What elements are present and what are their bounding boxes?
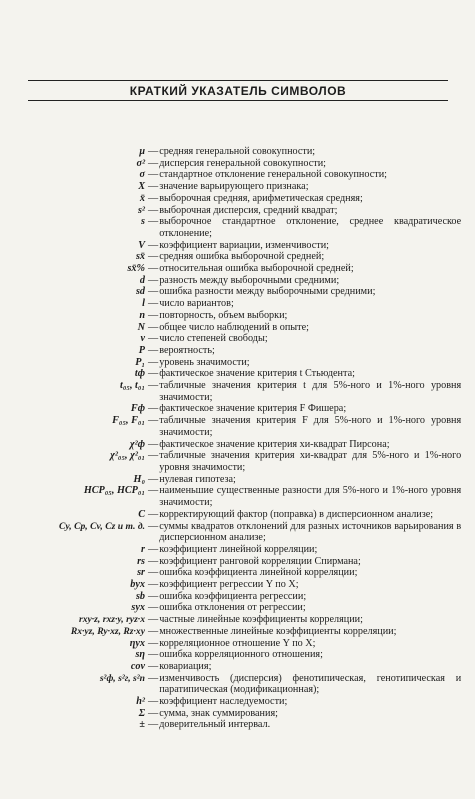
symbol-entry: [0, 275, 475, 287]
entry-definition: число степеней свободы;: [159, 333, 268, 345]
symbol-entry: [0, 579, 475, 591]
entry-symbol: ηyx: [129, 637, 145, 649]
entry-dash: —: [148, 344, 159, 356]
entry-symbol: χ²₀₅, χ²₀₁: [110, 450, 145, 462]
symbol-entry: [0, 474, 475, 486]
entry-dash: —: [148, 216, 159, 228]
entry-dash: —: [148, 590, 159, 602]
entry-definition: коэффициент вариации, изменчивости;: [159, 239, 330, 251]
symbol-index-list: [0, 146, 475, 731]
entry-dash: —: [148, 649, 159, 661]
symbol-entry: [0, 193, 475, 205]
entry-definition: изменчивость (дисперсия) фенотипическая, генотипическая и паратипическая (модификационная);: [159, 672, 462, 696]
entry-definition: нулевая гипотеза;: [159, 473, 236, 485]
symbol-entry: [0, 649, 475, 661]
entry-dash: —: [148, 508, 159, 520]
entry-dash: —: [148, 157, 159, 169]
entry-definition: множественные линейные коэффициенты корреляции;: [159, 625, 397, 637]
entry-definition: средняя генеральной совокупности;: [159, 146, 316, 157]
entry-symbol: НСР₀₅, НСР₀₁: [83, 485, 145, 497]
entry-symbol: sη: [135, 649, 145, 661]
entry-symbol: ±: [139, 719, 145, 731]
entry-dash: —: [148, 169, 159, 181]
entry-symbol: σ²: [136, 157, 145, 169]
entry-symbol: rxy·z, rxz·y, ryz·x: [79, 614, 145, 626]
entry-symbol: ν: [140, 333, 145, 345]
symbol-entry: [0, 298, 475, 310]
symbol-entry: [0, 602, 475, 614]
entry-symbol: Σ: [138, 707, 145, 719]
entry-definition: табличные значения критерия F для 5%-ного и 1%-ного уровня значимости;: [159, 415, 462, 438]
symbol-entry: [0, 345, 475, 357]
entry-definition: фактическое значение критерия F Фишера;: [159, 403, 347, 415]
entry-definition: относительная ошибка выборочной средней;: [159, 263, 354, 275]
symbol-entry: [0, 240, 475, 252]
entry-definition: вероятность;: [159, 344, 215, 356]
entry-dash: —: [148, 321, 159, 333]
entry-symbol: s²ф, s²г, s²п: [99, 672, 145, 684]
entry-symbol: x̄: [139, 192, 145, 204]
symbol-entry: [0, 146, 475, 158]
entry-dash: —: [148, 309, 159, 321]
entry-dash: —: [148, 660, 159, 672]
entry-definition: коэффициент ранговой корреляции Спирмана;: [159, 555, 361, 567]
entry-symbol: syx: [131, 602, 145, 614]
entry-definition: коэффициент линейной корреляции;: [159, 543, 318, 555]
entry-definition: повторность, объем выборки;: [159, 309, 288, 321]
symbol-entry: [0, 521, 475, 544]
symbol-entry: [0, 719, 475, 731]
symbol-entry: [0, 485, 475, 508]
entry-definition: табличные значения критерия t для 5%-ного и 1%-ного уровня значимости;: [159, 380, 462, 403]
entry-definition: сумма, знак суммирования;: [159, 707, 278, 719]
entry-dash: —: [148, 298, 159, 310]
symbol-entry: [0, 286, 475, 298]
entry-dash: —: [148, 192, 159, 204]
entry-dash: —: [148, 672, 159, 684]
symbol-entry: [0, 626, 475, 638]
entry-symbol: sx̄: [135, 251, 145, 263]
entry-definition: значение варьирующего признака;: [159, 181, 309, 193]
symbol-entry: [0, 591, 475, 603]
entry-dash: —: [148, 473, 159, 485]
entry-definition: фактическое значение критерия хи-квадрат Пирсона;: [159, 438, 390, 450]
entry-definition: наименьшие существенные разности для 5%-ного и 1%-ного уровня значимости;: [159, 485, 462, 509]
entry-definition: коэффициент наследуемости;: [159, 696, 288, 708]
symbol-entry: [0, 216, 475, 239]
entry-dash: —: [148, 543, 159, 555]
entry-symbol: N: [137, 321, 145, 333]
entry-symbol: Rx·yz, Ry·xz, Rz·xy: [70, 625, 145, 637]
entry-definition: ошибка разности между выборочными средними;: [159, 286, 376, 298]
entry-symbol: sd: [135, 286, 145, 298]
symbol-entry: [0, 169, 475, 181]
entry-symbol: χ²ф: [129, 438, 145, 450]
entry-dash: —: [148, 637, 159, 649]
entry-definition: фактическое значение критерия t Стьюдента;: [159, 368, 355, 380]
entry-dash: —: [148, 368, 159, 380]
entry-definition: выборочная дисперсия, средний квадрат;: [159, 204, 338, 216]
symbol-entry: [0, 403, 475, 415]
entry-definition: ошибка коэффициента регрессии;: [159, 590, 307, 602]
entry-symbol: P: [138, 344, 145, 356]
entry-definition: ошибка коэффициента линейной корреляции;: [159, 567, 358, 579]
entry-dash: —: [148, 707, 159, 719]
symbol-entry: [0, 696, 475, 708]
entry-dash: —: [148, 696, 159, 708]
entry-dash: —: [148, 146, 159, 157]
entry-definition: стандартное отклонение генеральной совокупности;: [159, 169, 387, 181]
entry-definition: корреляционное отношение Y по X;: [159, 637, 316, 649]
entry-symbol: H₀: [133, 473, 145, 485]
entry-dash: —: [148, 485, 159, 497]
entry-symbol: C: [138, 508, 145, 520]
entry-symbol: r: [141, 543, 145, 555]
entry-definition: разность между выборочными средними;: [159, 274, 340, 286]
symbol-entry: [0, 567, 475, 579]
entry-dash: —: [148, 274, 159, 286]
symbol-entry: [0, 661, 475, 673]
symbol-entry: [0, 509, 475, 521]
entry-dash: —: [148, 286, 159, 298]
entry-symbol: Fф: [130, 403, 145, 415]
entry-dash: —: [148, 333, 159, 345]
symbol-entry: [0, 380, 475, 403]
symbol-entry: [0, 556, 475, 568]
entry-definition: выборочное стандартное отклонение, среднее квадратическое отклонение;: [159, 216, 462, 239]
entry-symbol: X: [138, 181, 145, 193]
entry-dash: —: [148, 555, 159, 567]
entry-definition: дисперсия генеральной совокупности;: [159, 157, 326, 169]
entry-symbol: s: [141, 216, 145, 228]
symbol-entry: [0, 708, 475, 720]
symbol-entry: [0, 673, 475, 696]
entry-symbol: σ: [139, 169, 145, 181]
entry-dash: —: [148, 438, 159, 450]
page-title: КРАТКИЙ УКАЗАТЕЛЬ СИМВОЛОВ: [28, 80, 448, 101]
entry-definition: ошибка отклонения от регрессии;: [159, 602, 306, 614]
entry-definition: доверительный интервал.: [159, 719, 271, 731]
entry-definition: частные линейные коэффициенты корреляции;: [159, 614, 363, 626]
symbol-entry: [0, 638, 475, 650]
entry-definition: корректирующий фактор (поправка) в дисперсионном анализе;: [159, 508, 434, 520]
symbol-entry: [0, 357, 475, 369]
entry-definition: ковариация;: [159, 660, 212, 672]
entry-symbol: sb: [135, 590, 145, 602]
entry-dash: —: [148, 380, 159, 392]
symbol-entry: [0, 158, 475, 170]
entry-symbol: F₀₅, F₀₁: [112, 415, 145, 427]
entry-symbol: n: [139, 309, 145, 321]
symbol-entry: [0, 333, 475, 345]
entry-symbol: sr: [137, 567, 145, 579]
entry-dash: —: [148, 719, 159, 731]
entry-dash: —: [148, 263, 159, 275]
entry-symbol: V: [138, 239, 145, 251]
entry-symbol: tф: [134, 368, 145, 380]
symbol-entry: [0, 263, 475, 275]
symbol-entry: [0, 205, 475, 217]
entry-dash: —: [148, 567, 159, 579]
entry-dash: —: [148, 450, 159, 462]
entry-dash: —: [148, 251, 159, 263]
entry-symbol: Cy, Cp, Cv, Cz и т. д.: [59, 520, 145, 532]
entry-dash: —: [148, 520, 159, 532]
symbol-entry: [0, 181, 475, 193]
entry-symbol: byx: [130, 579, 145, 591]
entry-dash: —: [148, 204, 159, 216]
entry-symbol: P₁: [135, 356, 145, 368]
entry-definition: общее число наблюдений в опыте;: [159, 321, 309, 333]
entry-symbol: μ: [139, 146, 145, 157]
entry-definition: выборочная средняя, арифметическая средняя;: [159, 192, 363, 204]
entry-symbol: h²: [136, 696, 145, 708]
symbol-entry: [0, 450, 475, 473]
entry-symbol: rs: [137, 555, 145, 567]
entry-definition: коэффициент регрессии Y по X;: [159, 579, 299, 591]
entry-symbol: s²: [137, 204, 145, 216]
entry-symbol: d: [139, 274, 145, 286]
entry-definition: средняя ошибка выборочной средней;: [159, 251, 325, 263]
entry-dash: —: [148, 579, 159, 591]
entry-dash: —: [148, 403, 159, 415]
symbol-entry: [0, 368, 475, 380]
entry-symbol: sx̄%: [127, 263, 145, 275]
entry-definition: ошибка корреляционного отношения;: [159, 649, 323, 661]
symbol-entry: [0, 544, 475, 556]
entry-symbol: l: [142, 298, 145, 310]
symbol-entry: [0, 322, 475, 334]
entry-dash: —: [148, 239, 159, 251]
entry-dash: —: [148, 181, 159, 193]
entry-definition: уровень значимости;: [159, 356, 250, 368]
entry-definition: число вариантов;: [159, 298, 234, 310]
symbol-entry: [0, 310, 475, 322]
entry-dash: —: [148, 602, 159, 614]
symbol-entry: [0, 439, 475, 451]
entry-definition: суммы квадратов отклонений для разных источников варьирования в дисперсионном анализе;: [159, 520, 462, 544]
symbol-entry: [0, 251, 475, 263]
entry-dash: —: [148, 415, 159, 427]
entry-symbol: cov: [130, 660, 145, 672]
entry-dash: —: [148, 614, 159, 626]
entry-dash: —: [148, 625, 159, 637]
symbol-entry: [0, 614, 475, 626]
entry-definition: табличные значения критерия хи-квадрат для 5%-ного и 1%-ного уровня значимости;: [159, 450, 462, 473]
entry-dash: —: [148, 356, 159, 368]
entry-symbol: t₀₅, t₀₁: [120, 380, 145, 392]
symbol-entry: [0, 415, 475, 438]
